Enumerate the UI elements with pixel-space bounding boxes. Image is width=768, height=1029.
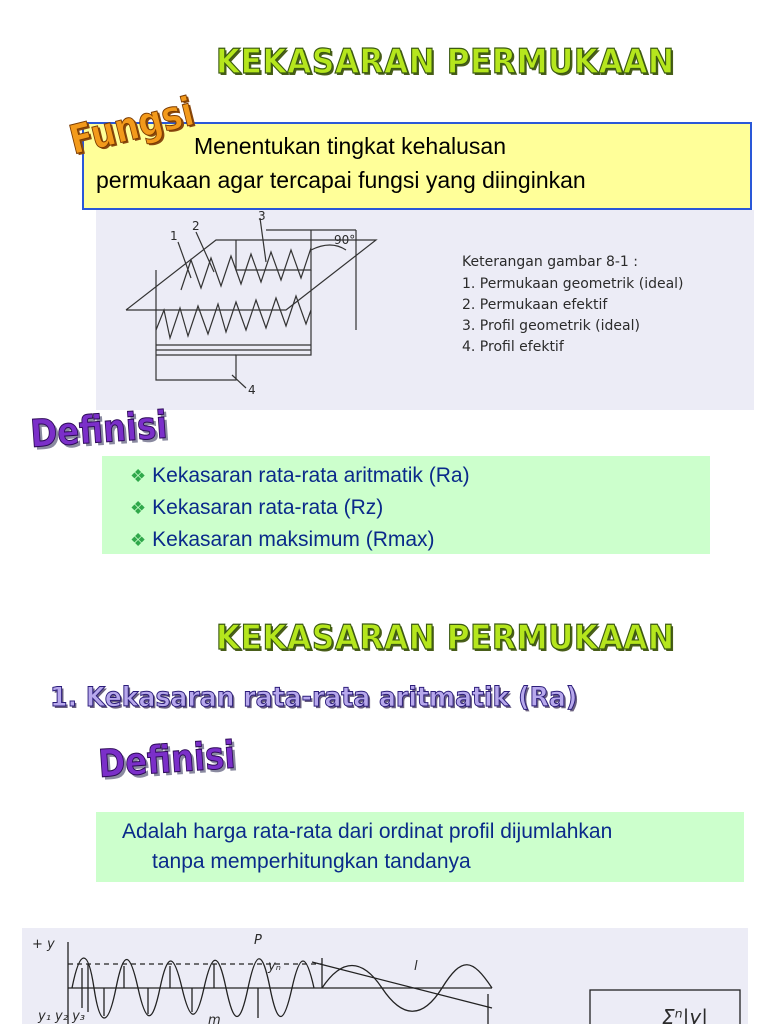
ideal-plane (126, 240, 376, 310)
diamond-bullet-icon: ❖ (130, 530, 147, 550)
list-item (130, 524, 710, 556)
fig-num-3: 3 (258, 210, 266, 223)
fig-num-2: 2 (192, 219, 200, 233)
fungsi-text-line1: Menentukan tingkat kehalusan (194, 133, 506, 159)
graph-formula: Σⁿ|y| (662, 1005, 708, 1024)
effective-profile (156, 296, 311, 338)
slide1-title: KEKASARAN PERMUKAAN (215, 42, 675, 82)
definition-rz: Kekasaran rata-rata (Rz) (152, 496, 384, 519)
definisi-label-2: Definisi (96, 732, 237, 786)
graph-p-label: P (254, 933, 262, 948)
graph-y-ordinates: y₁ y₂ y₃ (38, 1009, 85, 1024)
fig-num-1: 1 (170, 229, 178, 243)
diamond-bullet-icon: ❖ (130, 466, 147, 486)
ra-definition-line1: Adalah harga rata-rata dari ordinat profil dijumlahkan (122, 820, 613, 843)
caption-item-3: 3. Profil geometrik (ideal) (462, 318, 640, 334)
caption-title: Keterangan gambar 8-1 : (462, 254, 639, 270)
fungsi-label: Fungsi (64, 88, 199, 164)
surface-figure (96, 210, 754, 410)
definisi-label-1: Definisi (28, 402, 169, 456)
ra-definition-box (96, 812, 744, 882)
ra-graph (22, 928, 748, 1024)
graph-l-label: l (414, 959, 418, 974)
slide2-subtitle: 1. Kekasaran rata-rata aritmatik (Ra) (50, 682, 578, 713)
caption-item-2: 2. Permukaan efektif (462, 297, 608, 313)
definitions-list (130, 460, 710, 556)
definitions-box (102, 456, 710, 554)
graph-m-label: m (208, 1013, 221, 1024)
surface-sketch (96, 210, 754, 410)
fungsi-text-line2: permukaan agar tercapai fungsi yang diinginkan (96, 167, 586, 193)
ra-graph-sketch (22, 928, 748, 1024)
fig-num-4: 4 (248, 383, 256, 397)
list-item (130, 460, 710, 492)
section-plane (156, 270, 311, 380)
definition-ra: Kekasaran rata-rata aritmatik (Ra) (152, 464, 470, 487)
caption-item-4: 4. Profil efektif (462, 339, 564, 355)
list-item (130, 492, 710, 524)
graph-y-axis-label: + y (32, 937, 55, 952)
caption-item-1: 1. Permukaan geometrik (ideal) (462, 276, 684, 292)
ra-definition-line2: tanpa memperhitungkan tandanya (152, 850, 471, 873)
graph-yn-label: yₙ (268, 959, 281, 974)
fig-angle: 90° (334, 233, 356, 247)
definition-rmax: Kekasaran maksimum (Rmax) (152, 528, 435, 551)
diamond-bullet-icon: ❖ (130, 498, 147, 518)
slide2-title: KEKASARAN PERMUKAAN (215, 618, 675, 658)
